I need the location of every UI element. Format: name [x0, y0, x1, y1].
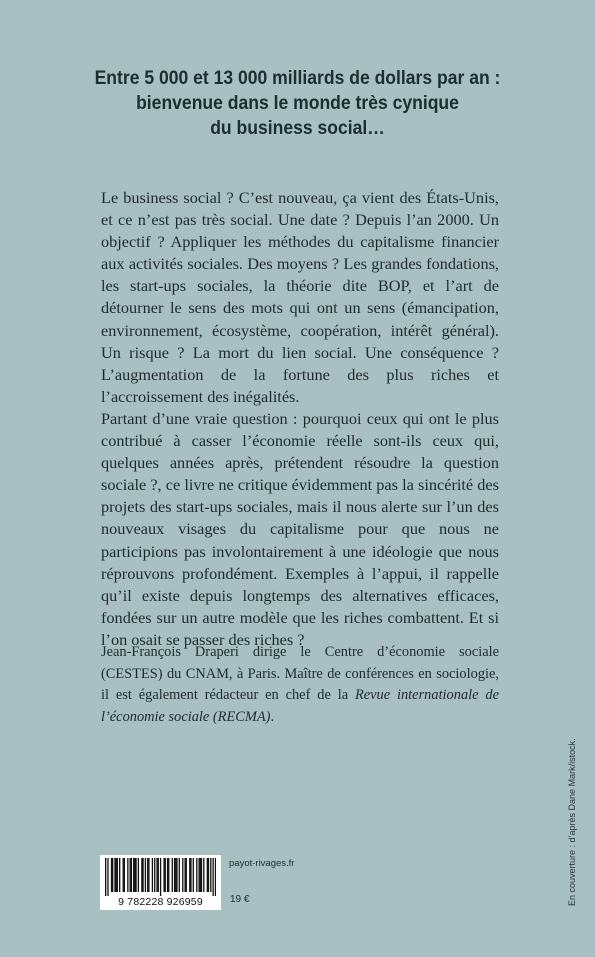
- barcode-bar: [167, 858, 168, 892]
- barcode-bar: [186, 858, 187, 892]
- blurb-paragraph-1: Le business social ? C’est nouveau, ça vient des États-Unis, et ce n’est pas très social. Une date ? Depuis l’an 2000. Un objectif ? Appliquer les méthodes du capitalisme financier aux activités sociales. Des moyens ? Les grandes fondations, les start-ups sociales, la théorie dite BOP, et l’art de détourner le sens des mots qui ont un sens (émancipation, environnement, écosystème, coopération, intérêt général). Un risque ? La mort du lien social. Une conséquence ? L’augmentation de la fortune des plus riches et l’accroissement des inégalités.: [101, 188, 499, 406]
- barcode-bar: [145, 858, 146, 892]
- barcode-bar: [207, 858, 208, 892]
- barcode-bar: [160, 858, 161, 896]
- barcode-bar: [116, 858, 117, 892]
- isbn-number: 9 782228 926959: [118, 896, 203, 908]
- blurb-paragraph-2: Partant d’une vraie question : pourquoi ceux qui ont le plus contribué à casser l’économie réelle sont-ils ceux qui, quelques années après, prétendent résoudre la question sociale ?, ce livre ne critique évidemment pas la sincérité des projets des start-ups sociales, mais il nous alerte sur l’un des nouveaux visages du capitalisme pour que nous ne participions pas involontairement à une idéologie que nous réprouvons profondément. Exemples à l’appui, il rappelle qu’il existe depuis longtemps des alternatives efficaces, fondées sur un autre modèle que les riches combattent. Et si l’on osait se passer des riches ?: [101, 408, 499, 649]
- cover-credit: [565, 738, 579, 906]
- barcode-bar: [184, 858, 185, 892]
- barcode-bar: [135, 858, 136, 892]
- barcode-bar: [176, 858, 177, 892]
- barcode-bar: [133, 858, 134, 892]
- barcode-bar: [134, 858, 135, 892]
- author-bio: [101, 642, 499, 728]
- barcode-bar: [114, 858, 115, 892]
- barcode-bar: [212, 858, 213, 896]
- headline: [66, 66, 530, 141]
- barcode-bar: [179, 858, 180, 892]
- barcode-bar: [168, 858, 169, 892]
- author-bio-end: .: [270, 708, 275, 725]
- barcode-bar: [142, 858, 143, 892]
- barcode-bar: [210, 858, 211, 892]
- publisher-website: payot-rivages.fr: [229, 858, 295, 869]
- barcode-bar: [131, 858, 132, 892]
- barcode-bar: [123, 858, 124, 892]
- barcode-bar: [190, 858, 191, 892]
- barcode-bar: [175, 858, 176, 892]
- headline-line-1: Entre 5 000 et 13 000 milliards de dollars par an :: [94, 67, 501, 89]
- cover-credit-text: En couverture : d’après Dane Mark/istock.: [567, 738, 577, 906]
- headline-line-2: bienvenue dans le monde très cynique: [136, 92, 459, 114]
- barcode-bar: [111, 858, 112, 892]
- barcode-bar: [105, 858, 106, 896]
- barcode-bar: [200, 858, 201, 892]
- barcode-bar: [107, 858, 108, 896]
- barcode-bar: [215, 858, 216, 896]
- barcode-bar: [198, 858, 199, 892]
- barcode-bar: [127, 858, 128, 892]
- barcode-bar: [193, 858, 194, 892]
- barcode-bar: [163, 858, 164, 892]
- barcode-bar: [154, 858, 155, 892]
- barcode-bar: [201, 858, 202, 892]
- barcode-bar: [124, 858, 125, 892]
- barcode-bar: [130, 858, 131, 892]
- barcode-bar: [174, 858, 175, 892]
- barcode-bar: [158, 858, 159, 892]
- barcode-bar: [172, 858, 173, 892]
- barcode-bar: [119, 858, 120, 892]
- barcode-bars: [105, 858, 216, 896]
- barcode-bar: [165, 858, 166, 892]
- barcode-bar: [148, 858, 149, 892]
- barcode-bar: [147, 858, 148, 892]
- barcode-bar: [112, 858, 113, 892]
- barcode-bar: [152, 858, 153, 892]
- author-bio-paragraph: [101, 642, 499, 728]
- barcode: [100, 855, 221, 910]
- barcode-bar: [189, 858, 190, 892]
- barcode-bar: [182, 858, 183, 892]
- barcode-bar: [117, 858, 118, 892]
- barcode-bar: [208, 858, 209, 892]
- barcode-bar: [196, 858, 197, 892]
- journal-title: Revue internationale de l’économie sociale (RECMA): [101, 687, 499, 725]
- price: 19 €: [230, 894, 250, 905]
- headline-line-3: du business social…: [210, 117, 385, 139]
- barcode-bar: [138, 858, 139, 892]
- blurb: [101, 187, 499, 651]
- barcode-bar: [203, 858, 204, 892]
- barcode-bar: [156, 858, 157, 892]
- barcode-bar: [141, 858, 142, 892]
- author-bio-text: Jean-François Draperi dirige le Centre d’économie sociale (CESTES) du CNAM, à Paris. Maître de conférences en sociologie, il est également rédacteur en chef de la: [101, 644, 499, 703]
